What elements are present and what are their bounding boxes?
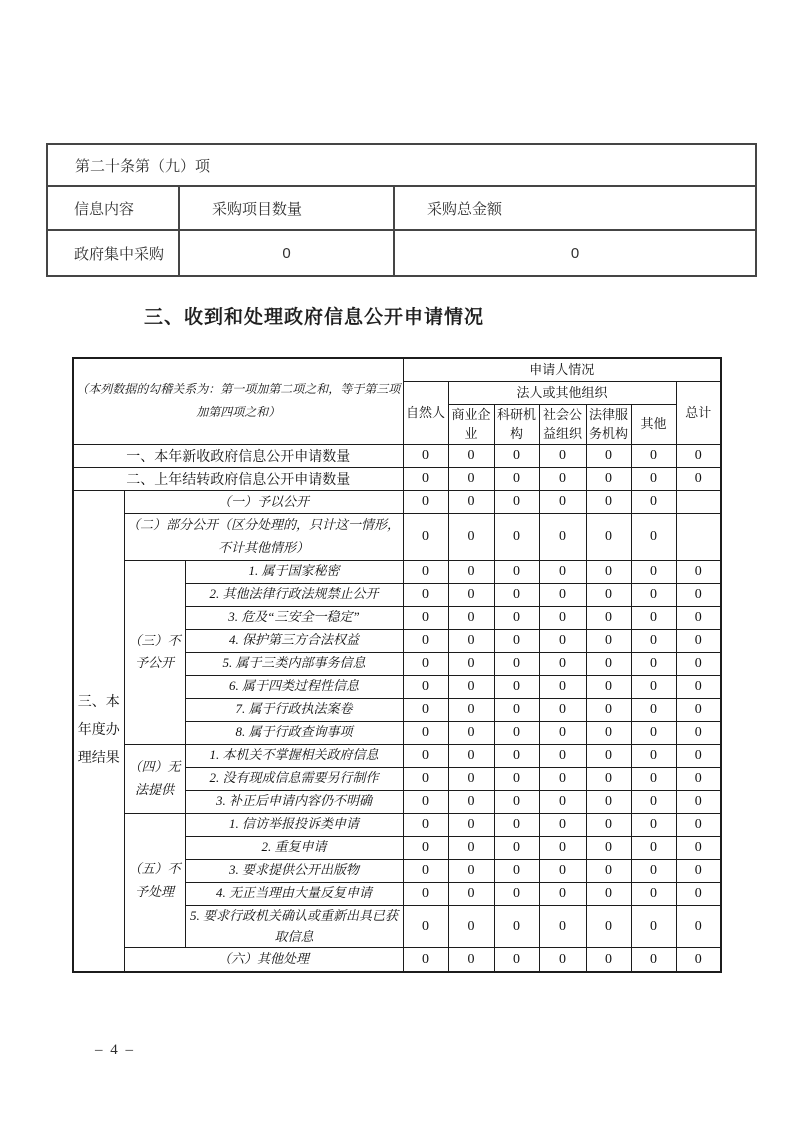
value-cell: 0 — [448, 813, 494, 836]
value-cell: 0 — [403, 905, 448, 948]
header-legal-service-org: 法律服务机构 — [586, 404, 631, 444]
value-cell: 0 — [448, 721, 494, 744]
value-cell: 0 — [586, 675, 631, 698]
value-cell: 0 — [586, 882, 631, 905]
value-cell: 0 — [586, 606, 631, 629]
value-cell: 0 — [676, 652, 721, 675]
value-cell: 0 — [631, 744, 676, 767]
value-cell: 0 — [403, 721, 448, 744]
table-row — [73, 444, 721, 467]
row-label-centralized-procurement: 政府集中采购 — [47, 230, 179, 276]
value-cell: 0 — [494, 948, 539, 972]
header-research-institution: 科研机构 — [494, 404, 539, 444]
value-cell: 0 — [539, 744, 586, 767]
result-group-label: 三、本年度办理结果 — [73, 490, 124, 972]
value-cell: 0 — [676, 583, 721, 606]
value-cell: 0 — [586, 444, 631, 467]
category-label: （六）其他处理 — [124, 948, 403, 972]
column-header-project-count: 采购项目数量 — [179, 186, 394, 230]
value-cell: 0 — [494, 836, 539, 859]
table-row — [47, 230, 756, 276]
value-cell: 0 — [586, 583, 631, 606]
value-cell: 0 — [586, 905, 631, 948]
table-row — [73, 813, 721, 836]
value-cell: 0 — [676, 629, 721, 652]
value-cell: 0 — [403, 882, 448, 905]
applications-table — [72, 357, 722, 973]
value-cell: 0 — [676, 698, 721, 721]
value-cell: 0 — [586, 859, 631, 882]
value-cell: 0 — [403, 767, 448, 790]
value-cell: 0 — [403, 652, 448, 675]
value-cell: 0 — [448, 905, 494, 948]
value-cell: 0 — [403, 675, 448, 698]
item-label: 1. 属于国家秘密 — [185, 560, 403, 583]
table-row — [47, 186, 756, 230]
value-cell: 0 — [586, 790, 631, 813]
item-label: 5. 属于三类内部事务信息 — [185, 652, 403, 675]
value-cell — [676, 490, 721, 514]
value-cell: 0 — [403, 629, 448, 652]
value-cell: 0 — [494, 514, 539, 561]
item-label: 3. 补正后申请内容仍不明确 — [185, 790, 403, 813]
applications-table-container — [72, 357, 722, 973]
value-cell: 0 — [631, 767, 676, 790]
value-cell: 0 — [631, 629, 676, 652]
item-label: 8. 属于行政查询事项 — [185, 721, 403, 744]
procurement-table — [46, 143, 757, 277]
value-cell: 0 — [494, 813, 539, 836]
table-row — [73, 560, 721, 583]
value-cell: 0 — [448, 467, 494, 490]
value-cell: 0 — [586, 490, 631, 514]
value-cell: 0 — [448, 698, 494, 721]
value-cell: 0 — [494, 629, 539, 652]
value-cell: 0 — [403, 560, 448, 583]
value-cell: 0 — [494, 905, 539, 948]
value-cell: 0 — [448, 859, 494, 882]
value-cell: 0 — [539, 882, 586, 905]
value-cell: 0 — [494, 721, 539, 744]
value-cell: 0 — [631, 836, 676, 859]
page-number: – 4 – — [95, 1042, 135, 1058]
value-cell — [676, 514, 721, 561]
value-cell: 0 — [403, 606, 448, 629]
value-cell: 0 — [676, 882, 721, 905]
value-cell: 0 — [539, 583, 586, 606]
value-cell: 0 — [586, 629, 631, 652]
value-cell: 0 — [586, 467, 631, 490]
value-cell: 0 — [448, 514, 494, 561]
value-cell: 0 — [448, 948, 494, 972]
value-cell: 0 — [631, 859, 676, 882]
value-cell: 0 — [403, 744, 448, 767]
value-cell: 0 — [448, 606, 494, 629]
value-cell: 0 — [494, 744, 539, 767]
value-cell: 0 — [631, 948, 676, 972]
value-cell: 0 — [539, 721, 586, 744]
item-label: 6. 属于四类过程性信息 — [185, 675, 403, 698]
value-cell: 0 — [494, 490, 539, 514]
value-cell: 0 — [494, 652, 539, 675]
value-cell: 0 — [676, 905, 721, 948]
value-cell: 0 — [586, 948, 631, 972]
value-cell: 0 — [539, 514, 586, 561]
value-cell: 0 — [676, 444, 721, 467]
item-label: 2. 其他法律行政法规禁止公开 — [185, 583, 403, 606]
value-cell: 0 — [539, 790, 586, 813]
value-cell: 0 — [403, 514, 448, 561]
value-cell: 0 — [539, 905, 586, 948]
value-cell: 0 — [403, 583, 448, 606]
item-label: 7. 属于行政执法案卷 — [185, 698, 403, 721]
value-cell: 0 — [494, 859, 539, 882]
value-cell: 0 — [403, 836, 448, 859]
value-cell: 0 — [494, 444, 539, 467]
value-cell: 0 — [586, 652, 631, 675]
header-org-group: 法人或其他组织 — [448, 381, 676, 404]
value-cell: 0 — [403, 698, 448, 721]
table-row — [73, 514, 721, 561]
header-natural-person: 自然人 — [403, 381, 448, 444]
value-cell: 0 — [586, 744, 631, 767]
category-label: （一）予以公开 — [124, 490, 403, 514]
header-other: 其他 — [631, 404, 676, 444]
value-cell: 0 — [631, 606, 676, 629]
value-cell: 0 — [539, 836, 586, 859]
value-cell: 0 — [631, 490, 676, 514]
table-row — [73, 490, 721, 514]
value-cell: 0 — [403, 467, 448, 490]
item-label: 3. 要求提供公开出版物 — [185, 859, 403, 882]
value-cell: 0 — [403, 813, 448, 836]
value-cell: 0 — [448, 444, 494, 467]
value-cell: 0 — [448, 490, 494, 514]
table-header-row — [73, 358, 721, 381]
value-cell: 0 — [676, 606, 721, 629]
value-cell: 0 — [586, 767, 631, 790]
category-label: （二）部分公开（区分处理的，只计这一情形，不计其他情形） — [124, 514, 403, 561]
column-header-total-amount: 采购总金额 — [394, 186, 756, 230]
value-cell: 0 — [631, 560, 676, 583]
value-cell: 0 — [676, 813, 721, 836]
value-cell: 0 — [676, 744, 721, 767]
value-cell: 0 — [448, 882, 494, 905]
value-cell: 0 — [539, 606, 586, 629]
item-label: 4. 无正当理由大量反复申请 — [185, 882, 403, 905]
value-cell: 0 — [631, 905, 676, 948]
value-cell: 0 — [403, 490, 448, 514]
item-label: 2. 没有现成信息需要另行制作 — [185, 767, 403, 790]
value-cell: 0 — [403, 444, 448, 467]
item-label: 4. 保护第三方合法权益 — [185, 629, 403, 652]
value-cell: 0 — [631, 467, 676, 490]
value-cell: 0 — [676, 790, 721, 813]
value-cell: 0 — [539, 467, 586, 490]
value-cell: 0 — [494, 560, 539, 583]
value-cell: 0 — [448, 790, 494, 813]
item-label: 1. 信访举报投诉类申请 — [185, 813, 403, 836]
procurement-table-container — [46, 143, 757, 277]
value-cell: 0 — [586, 514, 631, 561]
value-cell: 0 — [676, 859, 721, 882]
value-cell: 0 — [539, 813, 586, 836]
value-cell: 0 — [676, 467, 721, 490]
value-cell: 0 — [586, 813, 631, 836]
table-row — [73, 948, 721, 972]
value-cell: 0 — [394, 230, 756, 276]
section-heading: 三、收到和处理政府信息公开申请情况 — [144, 307, 485, 328]
item-label: 2. 重复申请 — [185, 836, 403, 859]
item-label: 3. 危及“三安全一稳定” — [185, 606, 403, 629]
value-cell: 0 — [631, 721, 676, 744]
header-total: 总计 — [676, 381, 721, 444]
value-cell: 0 — [494, 606, 539, 629]
value-cell: 0 — [539, 444, 586, 467]
value-cell: 0 — [631, 790, 676, 813]
summary-row-label: 二、上年结转政府信息公开申请数量 — [73, 467, 403, 490]
value-cell: 0 — [631, 698, 676, 721]
value-cell: 0 — [448, 583, 494, 606]
value-cell: 0 — [403, 948, 448, 972]
value-cell: 0 — [631, 882, 676, 905]
value-cell: 0 — [539, 560, 586, 583]
value-cell: 0 — [494, 882, 539, 905]
value-cell: 0 — [539, 698, 586, 721]
value-cell: 0 — [631, 675, 676, 698]
value-cell: 0 — [448, 629, 494, 652]
value-cell: 0 — [448, 767, 494, 790]
value-cell: 0 — [539, 767, 586, 790]
value-cell: 0 — [676, 675, 721, 698]
item-label: 5. 要求行政机关确认或重新出具已获取信息 — [185, 905, 403, 948]
value-cell: 0 — [539, 490, 586, 514]
value-cell: 0 — [586, 836, 631, 859]
value-cell: 0 — [676, 836, 721, 859]
table-row — [73, 744, 721, 767]
value-cell: 0 — [494, 675, 539, 698]
value-cell: 0 — [448, 744, 494, 767]
value-cell: 0 — [539, 859, 586, 882]
table-row — [73, 467, 721, 490]
value-cell: 0 — [676, 560, 721, 583]
procurement-table-title: 第二十条第（九）项 — [47, 144, 756, 186]
value-cell: 0 — [494, 790, 539, 813]
table-note: （本列数据的勾稽关系为：第一项加第二项之和，等于第三项加第四项之和） — [73, 358, 403, 444]
value-cell: 0 — [631, 444, 676, 467]
value-cell: 0 — [494, 467, 539, 490]
value-cell: 0 — [631, 813, 676, 836]
header-social-welfare-org: 社会公益组织 — [539, 404, 586, 444]
value-cell: 0 — [494, 698, 539, 721]
item-label: 1. 本机关不掌握相关政府信息 — [185, 744, 403, 767]
value-cell: 0 — [539, 652, 586, 675]
value-cell: 0 — [448, 675, 494, 698]
value-cell: 0 — [403, 859, 448, 882]
value-cell: 0 — [403, 790, 448, 813]
value-cell: 0 — [539, 629, 586, 652]
value-cell: 0 — [539, 675, 586, 698]
value-cell: 0 — [179, 230, 394, 276]
summary-row-label: 一、本年新收政府信息公开申请数量 — [73, 444, 403, 467]
header-commercial-enterprise: 商业企业 — [448, 404, 494, 444]
value-cell: 0 — [448, 652, 494, 675]
value-cell: 0 — [631, 652, 676, 675]
value-cell: 0 — [676, 767, 721, 790]
value-cell: 0 — [676, 721, 721, 744]
table-row — [47, 144, 756, 186]
column-header-info-content: 信息内容 — [47, 186, 179, 230]
category-label: （三）不予公开 — [124, 560, 185, 744]
value-cell: 0 — [586, 721, 631, 744]
value-cell: 0 — [631, 514, 676, 561]
value-cell: 0 — [494, 583, 539, 606]
value-cell: 0 — [676, 948, 721, 972]
value-cell: 0 — [448, 560, 494, 583]
header-applicant-group: 申请人情况 — [403, 358, 721, 381]
value-cell: 0 — [586, 698, 631, 721]
value-cell: 0 — [539, 948, 586, 972]
value-cell: 0 — [494, 767, 539, 790]
category-label: （四）无法提供 — [124, 744, 185, 813]
value-cell: 0 — [586, 560, 631, 583]
value-cell: 0 — [448, 836, 494, 859]
value-cell: 0 — [631, 583, 676, 606]
category-label: （五）不予处理 — [124, 813, 185, 948]
